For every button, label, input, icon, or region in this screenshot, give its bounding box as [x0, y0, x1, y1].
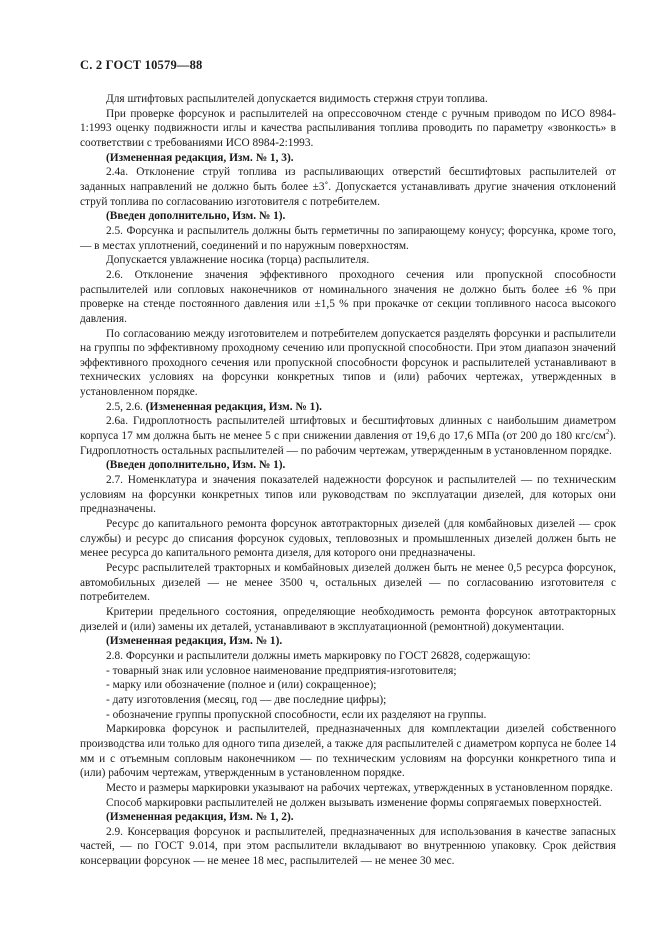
paragraph: 2.9. Консервация форсунок и распылителей, предназначенных для использования в качестве запасных частей, — по ГОСТ 9.014, при этом распылители вкладывают во внутреннюю упаковку. Срок действия консервации форсунок — не менее 18 мес, распылителей — не менее 30 мес. [80, 825, 616, 868]
paragraph-text: ). Гидроплотность остальных распылителей — по рабочим чертежам, утвержденным в установленном порядке. [80, 430, 616, 457]
paragraph: 2.8. Форсунки и распылители должны иметь маркировку по ГОСТ 26828, содержащую: [106, 649, 531, 662]
amendment-note [80, 400, 616, 415]
paragraph: При проверке форсунок и распылителей на опрессовочном стенде с ручным приводом по ИСО 8984-1:1993 оценку подвижности иглы и качества распыливания топлива проводить по параметру «звонкость» в соответствии с требованиями ИСО 8984-2:1993. [80, 107, 616, 149]
page-header: С. 2 ГОСТ 10579—88 [80, 58, 203, 72]
paragraph: Критерии предельного состояния, определяющие необходимость ремонта форсунок автотракторных дизелей и (или) замены их деталей, устанавливают в эксплуатационной (ремонтной) документации. [80, 605, 616, 633]
amendment-note: (Измененная редакция, Изм. № 1). [106, 635, 283, 648]
paragraph: По согласованию между изготовителем и потребителем допускается разделять форсунки и распылители на группы по эффективному проходному сечению или пропускной способности. При этом диапазон значений эффективного проходного сечения или пропускной способности форсунок и распылителей устанавливают в технических условиях на форсунки конкретных типов и (или) рабочих чертежах, утвержденных в установленном порядке. [80, 327, 616, 399]
paragraph: Маркировка форсунок и распылителей, предназначенных для комплектации дизелей собственного производства или только для одного типа дизелей, а также для распылителей с диаметром корпуса не более 14 мм и с отъемным сопловым наконечником — по техническим условиям на форсунки конкретного типа и (или) рабочим чертежам, утвержденным в установленном порядке. [80, 723, 616, 780]
paragraph: 2.6. Отклонение значения эффективного проходного сечения или пропускной способности распылителей или сопловых наконечников от номинального значения не должно быть более ±6 % при проверке на стенде постоянного давления или ±1,5 % при прокачке от секции топливного насоса высокого давления. [80, 268, 616, 325]
list-item: - обозначение группы пропускной способности, если их разделяют на группы. [106, 708, 487, 721]
paragraph: 2.4а. Отклонение струй топлива из распыливающих отверстий бесштифтовых распылителей от заданных направлений не должно быть более ±3˚. Допускается устанавливать другие значения отклонений струй топлива по согласованию изготовителя с потребителем. [80, 166, 616, 208]
document-body [80, 92, 616, 869]
paragraph: Место и размеры маркировки указывают на рабочих чертежах, утвержденных в установленном порядке. [106, 781, 613, 794]
paragraph [80, 414, 616, 458]
list-item: - товарный знак или условное наименование предприятия-изготовителя; [106, 664, 457, 677]
amendment-note: (Введен дополнительно, Изм. № 1). [106, 459, 286, 472]
amendment-label: (Измененная редакция, Изм. № 1). [145, 400, 322, 413]
amendment-note: (Измененная редакция, Изм. № 1, 3). [106, 151, 294, 164]
paragraph: Для штифтовых распылителей допускается видимость стержня струи топлива. [106, 93, 488, 105]
paragraph: Ресурс распылителей тракторных и комбайновых дизелей должен быть не менее 0,5 ресурса форсунок, автомобильных дизелей — не менее 3500 ч, остальных дизелей — по согласованию изготовителя с потребителем. [80, 562, 616, 604]
clause-refs: 2.5, 2.6. [106, 400, 143, 413]
list-item: - марку или обозначение (полное и (или) сокращенное); [106, 679, 377, 692]
paragraph: Допускается увлажнение носика (торца) распылителя. [106, 254, 370, 267]
paragraph: 2.7. Номенклатура и значения показателей надежности форсунок и распылителей — по техническим условиям на форсунки конкретных типов или руководствам по эксплуатации дизелей, для которых они предназначены. [80, 474, 616, 516]
amendment-note: (Измененная редакция, Изм. № 1, 2). [106, 811, 294, 824]
paragraph-text: 2.6а. Гидроплотность распылителей штифтовых и бесштифтовых длинных с наибольшим диаметром корпуса 17 мм должна быть не менее 5 с при снижении давления от 19,6 до 17,6 МПа (от 200 до 180 кгс/см [80, 415, 616, 443]
paragraph: Ресурс до капитального ремонта форсунок автотракторных дизелей (для комбайновых дизелей — срок службы) и ресурс до списания форсунок судовых, тепловозных и промышленных дизелей должен быть не менее ресурса до капитального ремонта дизеля, для которого они предназначены. [80, 518, 616, 560]
superscript: 2 [605, 428, 610, 437]
paragraph: 2.5. Форсунка и распылитель должны быть герметичны по запирающему конусу; форсунка, кроме того, — в местах уплотнений, соединений и по наружным поверхностям. [80, 224, 616, 252]
amendment-note: (Введен дополнительно, Изм. № 1). [106, 210, 286, 223]
paragraph: Способ маркировки распылителей не должен вызывать изменение формы сопрягаемых поверхностей. [106, 796, 602, 809]
list-item: - дату изготовления (месяц, год — две последние цифры); [106, 693, 387, 706]
